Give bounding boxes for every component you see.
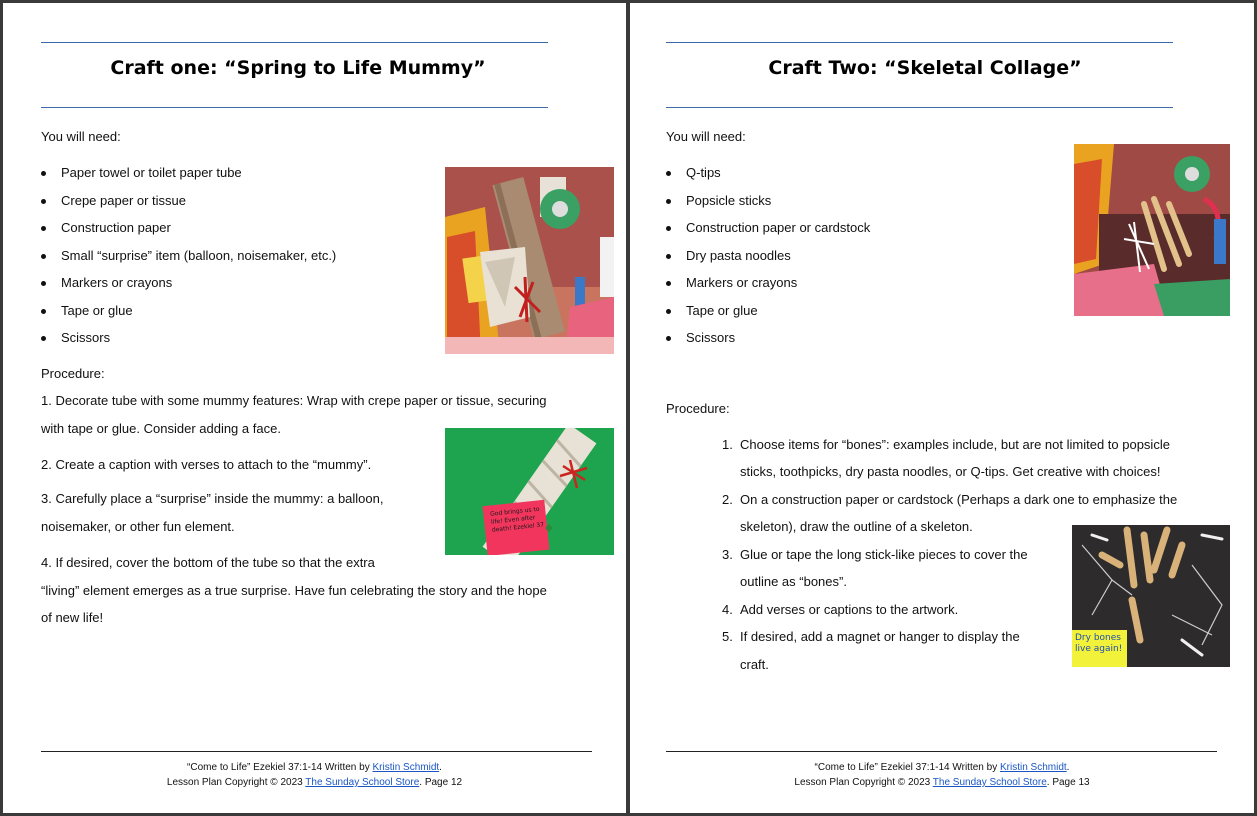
- list-item: Dry pasta noodles: [650, 242, 870, 270]
- store-link[interactable]: The Sunday School Store: [932, 777, 1047, 788]
- step-text: outline as “bones”.: [740, 574, 847, 589]
- procedure-label: Procedure:: [666, 401, 730, 416]
- procedure-line: 2. Create a caption with verses to attach to the “mummy”.: [41, 457, 372, 472]
- list-item: Small “surprise” item (balloon, noisemaker, etc.): [25, 242, 336, 270]
- footer-page-number: . Page 12: [419, 777, 463, 788]
- footer: [3, 760, 626, 790]
- need-label: You will need:: [41, 129, 121, 144]
- footer-text: Lesson Plan Copyright © 2023: [794, 777, 933, 788]
- list-item: Paper towel or toilet paper tube: [25, 159, 336, 187]
- step-text: If desired, add a magnet or hanger to display the: [740, 629, 1020, 644]
- footer-text: .: [439, 762, 442, 773]
- list-item: Markers or crayons: [650, 269, 870, 297]
- footer-rule: [41, 751, 592, 752]
- author-link[interactable]: Kristin Schmidt: [999, 762, 1067, 773]
- photo-caption-note: Dry bones live again!: [1075, 633, 1123, 654]
- step-number: 5.: [722, 629, 733, 644]
- store-link[interactable]: The Sunday School Store: [305, 777, 420, 788]
- procedure-line: 3. Carefully place a “surprise” inside the mummy: a balloon,: [41, 491, 384, 506]
- list-item: Scissors: [25, 324, 336, 352]
- list-item: Tape or glue: [25, 297, 336, 325]
- step-text: Add verses or captions to the artwork.: [740, 602, 959, 617]
- procedure-line: “living” element emerges as a true surprise. Have fun celebrating the story and the hope: [41, 583, 547, 598]
- list-item: Q-tips: [650, 159, 870, 187]
- procedure-line: of new life!: [41, 610, 104, 625]
- footer-rule: [666, 751, 1217, 752]
- list-item: Popsicle sticks: [650, 187, 870, 215]
- list-item: Construction paper or cardstock: [650, 214, 870, 242]
- footer-text: .: [1066, 762, 1070, 773]
- procedure-line: 4. If desired, cover the bottom of the tube so that the extra: [41, 555, 375, 570]
- footer-text: Lesson Plan Copyright © 2023: [166, 777, 306, 788]
- list-item: Tape or glue: [650, 297, 870, 325]
- need-label: You will need:: [666, 129, 746, 144]
- title-rule-top: [666, 42, 1173, 43]
- list-item: Construction paper: [25, 214, 336, 242]
- step-number: 3.: [722, 547, 733, 562]
- photo-caption-note: God brings us to life! Even after death! Ezekiel 37: [489, 505, 545, 534]
- title-rule-top: [41, 42, 548, 43]
- supplies-photo: [445, 167, 614, 354]
- page-title: Craft one: “Spring to Life Mummy”: [110, 57, 486, 79]
- procedure-line: with tape or glue. Consider adding a face.: [41, 421, 281, 436]
- step-text: sticks, toothpicks, dry pasta noodles, or Q-tips. Get creative with choices!: [740, 464, 1161, 479]
- supplies-photo: [1074, 144, 1230, 316]
- author-link[interactable]: Kristin Schmidt: [372, 762, 440, 773]
- procedure-line: 1. Decorate tube with some mummy features: Wrap with crepe paper or tissue, securing: [41, 393, 547, 408]
- step-text: craft.: [740, 657, 769, 672]
- footer-text: “Come to Life” Ezekiel 37:1-14 Written by: [187, 762, 373, 773]
- step-number: 2.: [722, 492, 733, 507]
- page-title: Craft Two: “Skeletal Collage”: [768, 57, 1082, 79]
- footer-page-number: . Page 13: [1046, 777, 1090, 788]
- procedure-label: Procedure:: [41, 366, 105, 381]
- title-rule-bottom: [666, 107, 1173, 108]
- supply-list: [650, 159, 870, 352]
- list-item: Scissors: [650, 324, 870, 352]
- footer-text: “Come to Life” Ezekiel 37:1-14 Written by: [814, 762, 1000, 773]
- footer: [630, 760, 1254, 790]
- title-rule-bottom: [41, 107, 548, 108]
- step-text: skeleton), draw the outline of a skeleton.: [740, 519, 973, 534]
- step-text: On a construction paper or cardstock (Perhaps a dark one to emphasize the: [740, 492, 1178, 507]
- page-13: [630, 3, 1254, 813]
- page-12: [3, 3, 626, 813]
- step-text: Glue or tape the long stick-like pieces to cover the: [740, 547, 1028, 562]
- list-item: Crepe paper or tissue: [25, 187, 336, 215]
- procedure-line: noisemaker, or other fun element.: [41, 519, 235, 534]
- step-number: 1.: [722, 437, 733, 452]
- supply-list: [25, 159, 336, 352]
- skeleton-photo: [1072, 525, 1230, 667]
- step-text: Choose items for “bones”: examples include, but are not limited to popsicle: [740, 437, 1170, 452]
- step-number: 4.: [722, 602, 733, 617]
- list-item: Markers or crayons: [25, 269, 336, 297]
- mummy-photo: [445, 428, 614, 555]
